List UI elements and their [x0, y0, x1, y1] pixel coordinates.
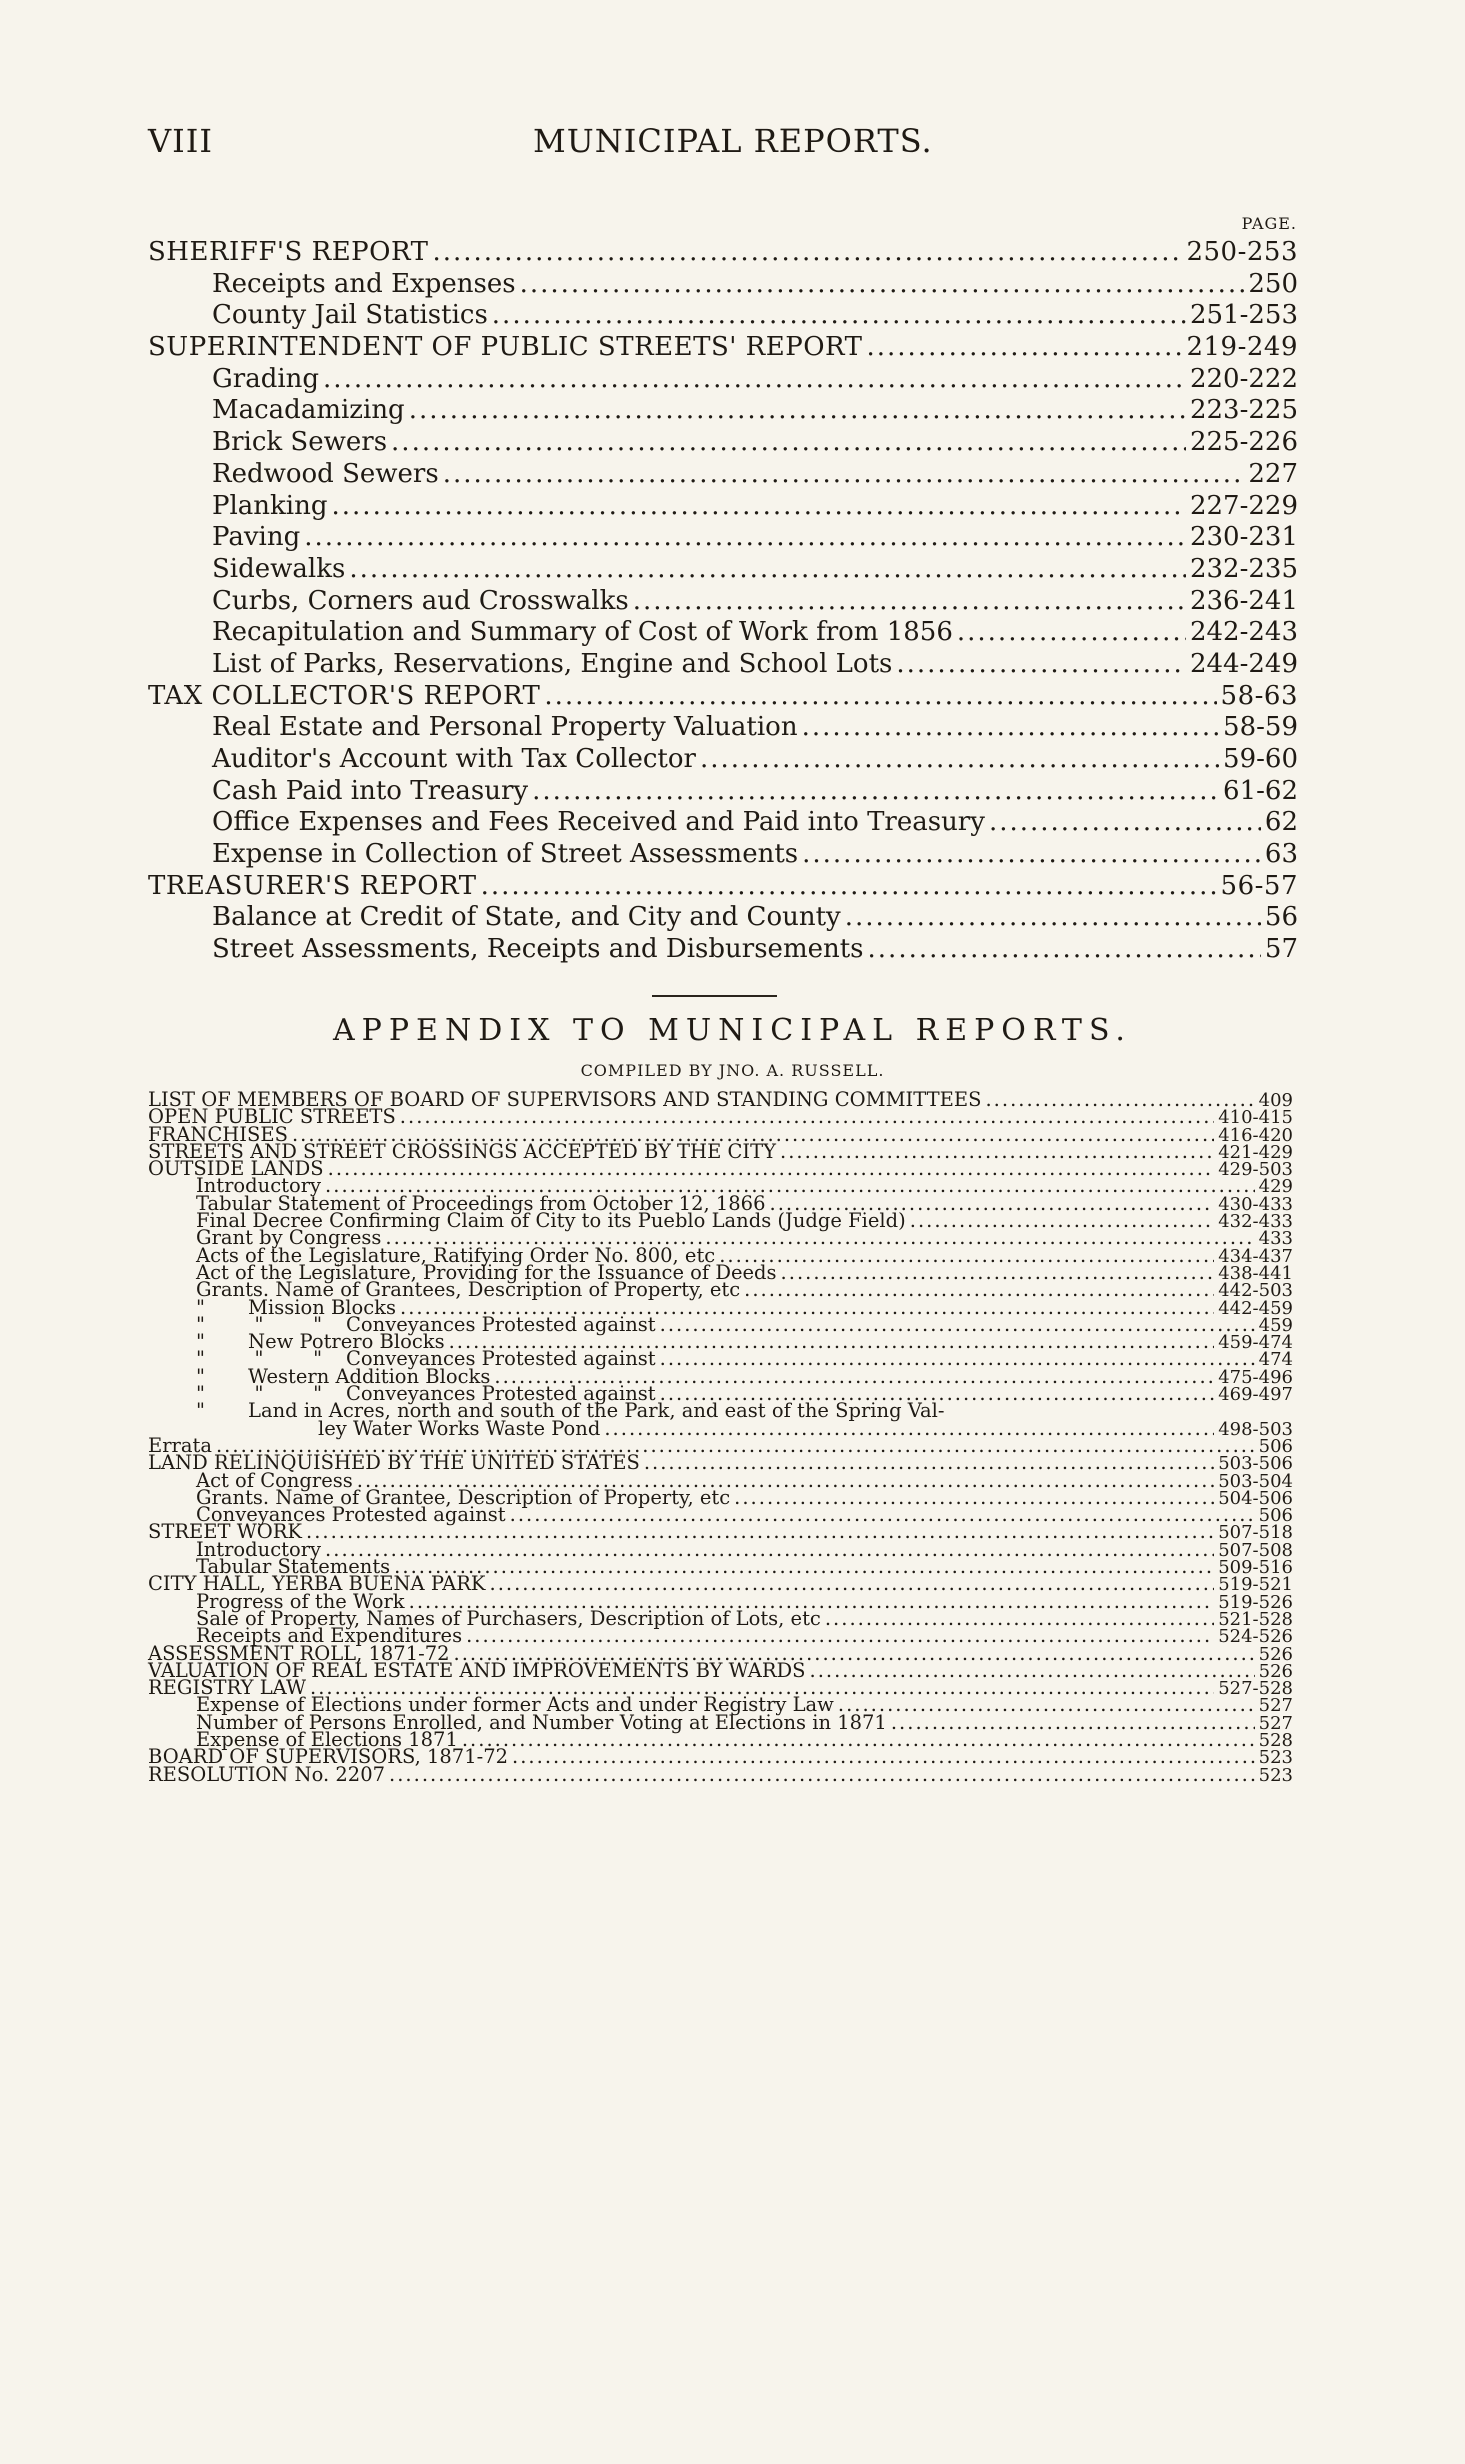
toc-entry [148, 1572, 1293, 1596]
dot-leader [443, 459, 1245, 489]
toc-entry-label [212, 522, 300, 552]
toc-entry-page: 251-253 [1189, 300, 1298, 331]
toc-entry-text: OUTSIDE LANDS [148, 1157, 324, 1181]
toc-entry-page: 62 [1264, 807, 1298, 838]
toc-entry-page: 230-231 [1189, 522, 1298, 553]
toc-entry-page: 409 [1258, 1090, 1293, 1111]
toc-entry-text: Street Assessments, Receipts and Disbursements [212, 934, 864, 965]
toc-entry [148, 617, 1298, 649]
toc-entry-page: 58-63 [1220, 680, 1298, 711]
toc-entry-page: 526 [1258, 1660, 1293, 1682]
ditto-mark: " [196, 1295, 205, 1319]
toc-entry-text: ASSESSMENT ROLL, 1871-72 [148, 1641, 450, 1665]
page-title: MUNICIPAL REPORTS. [533, 122, 933, 160]
toc-entry-text: Western Addition Blocks [248, 1364, 491, 1388]
toc-entry-text: RESOLUTION No. 2207 [148, 1762, 386, 1786]
toc-entry-page: 503-506 [1218, 1453, 1293, 1475]
toc-entry [148, 1468, 1293, 1492]
toc-entry-text: Grants. Name of Grantee, Description of Property, etc [196, 1485, 731, 1509]
toc-entry-label [212, 427, 387, 457]
toc-entry [148, 395, 1298, 427]
toc-entry [148, 1347, 1293, 1371]
toc-entry-page: 225-226 [1189, 427, 1298, 458]
toc-entry-text: Conveyances Protested against [346, 1347, 656, 1371]
toc-entry [148, 300, 1298, 332]
toc-entry [148, 1745, 1293, 1769]
toc-entry-text: Grants. Name of Grantees, Description of Property, etc [196, 1278, 741, 1302]
toc-entry [148, 586, 1298, 618]
toc-entry-page: 459-474 [1218, 1332, 1293, 1354]
dot-leader [492, 300, 1186, 330]
toc-entry-label [212, 649, 892, 679]
toc-entry-page: 519-526 [1218, 1591, 1293, 1613]
toc-entry [148, 491, 1298, 523]
toc-entry-text: Paving [212, 522, 301, 553]
toc-entry [148, 681, 1298, 713]
toc-entry [148, 1243, 1293, 1267]
toc-entry-text: Office Expenses and Fees Received and Paid into Treasury [212, 807, 985, 838]
toc-entry-page: 442-503 [1218, 1280, 1293, 1302]
toc-entry [148, 1330, 1293, 1354]
toc-entry [148, 1260, 1293, 1284]
toc-entry [148, 712, 1298, 744]
toc-entry [148, 1364, 1293, 1388]
toc-entry [148, 1658, 1293, 1682]
toc-entry-text: Recapitulation and Summary of Cost of Work from 1856 [212, 617, 953, 648]
toc-entry-label [212, 491, 328, 521]
toc-entry-text: New Potrero Blocks [248, 1330, 445, 1354]
toc-entry-text: Final Decree Confirming Claim of City to its Pueblo Lands (Judge Field) [196, 1209, 906, 1233]
toc-entry-page: 521-528 [1218, 1608, 1293, 1630]
toc-entry [148, 364, 1298, 396]
toc-entry-page: 61-62 [1223, 775, 1298, 806]
toc-entry-page: 506 [1258, 1505, 1293, 1527]
toc-entry-label [212, 712, 798, 742]
toc-entry [148, 1589, 1293, 1613]
toc-entry [148, 1139, 1293, 1163]
toc-entry [148, 902, 1298, 934]
toc-entry [148, 1676, 1293, 1700]
toc-entry [148, 332, 1298, 364]
toc-entry [148, 1624, 1293, 1648]
toc-entry-text: Redwood Sewers [212, 458, 439, 489]
section-divider [652, 995, 777, 997]
dot-leader [532, 776, 1219, 806]
ditto-mark: " " " [196, 1312, 323, 1336]
toc-entry-page: 242-243 [1189, 617, 1298, 648]
toc-entry-text: Tabular Statements [196, 1555, 391, 1579]
page-column-label: PAGE. [1241, 214, 1297, 233]
toc-entry-text: STREET WORK [148, 1520, 303, 1544]
toc-entry-text: Progress of the Work [196, 1589, 405, 1613]
dot-leader [544, 681, 1216, 711]
toc-entry-text: Tabular Statement of Proceedings from October 12, 1866 [196, 1191, 766, 1215]
toc-entry-text: Conveyances Protested against [346, 1382, 656, 1406]
toc-entry-label [212, 300, 488, 330]
toc-entry [148, 744, 1298, 776]
toc-entry-text: Real Estate and Personal Property Valuation [212, 712, 798, 743]
toc-entry [148, 1174, 1293, 1198]
toc-entry-label [212, 586, 629, 616]
dot-leader [304, 522, 1186, 552]
toc-entry-text: Sidewalks [212, 553, 346, 584]
dot-leader [409, 395, 1186, 425]
toc-entry-page: 421-429 [1218, 1141, 1293, 1163]
toc-entry-label [148, 871, 477, 901]
toc-entry-label [212, 776, 528, 806]
toc-entry-page: 430-433 [1218, 1193, 1293, 1215]
dot-leader [633, 586, 1186, 616]
toc-entry-text: ley Water Works Waste Pond [318, 1416, 601, 1440]
ditto-mark: " " " [196, 1382, 323, 1406]
toc-entry [148, 1485, 1293, 1509]
toc-entry-text: Receipts and Expenses [212, 268, 516, 299]
toc-entry-text: Cash Paid into Treasury [212, 775, 529, 806]
toc-entry-text: Macadamizing [212, 395, 405, 426]
toc-entry-page: 498-503 [1218, 1418, 1293, 1440]
compiled-by-line: COMPILED BY JNO. A. RUSSELL. [580, 1061, 885, 1080]
toc-entry-page: 523 [1258, 1764, 1293, 1786]
toc-entry-text: Acts of the Legislature, Ratifying Order No. 800, etc [196, 1243, 716, 1267]
toc-entry-page: 527 [1258, 1695, 1293, 1717]
toc-entry-page: 429 [1258, 1176, 1293, 1198]
toc-entry [148, 1520, 1293, 1544]
toc-entry-text: County Jail Statistics [212, 300, 488, 331]
toc-entry-page: 432-433 [1218, 1211, 1293, 1233]
ditto-mark: " " " [196, 1347, 323, 1371]
toc-entry-page: 250 [1248, 268, 1298, 299]
toc-entry [148, 269, 1298, 301]
toc-entry [148, 839, 1298, 871]
toc-entry [148, 554, 1298, 586]
toc-entry-page: 434-437 [1218, 1245, 1293, 1267]
dot-leader [481, 871, 1217, 901]
toc-entry [148, 1209, 1293, 1233]
toc-entry [148, 1416, 1293, 1440]
toc-entry [148, 1433, 1293, 1457]
toc-entry-label [212, 902, 841, 932]
ditto-mark: " [196, 1399, 205, 1423]
dot-leader [802, 712, 1219, 742]
toc-entry-text: OPEN PUBLIC STREETS [148, 1105, 396, 1129]
toc-entry-page: 527 [1258, 1712, 1293, 1734]
toc-entry-page: 509-516 [1218, 1557, 1293, 1579]
toc-entry-label [212, 395, 405, 425]
toc-entry-page: 442-459 [1218, 1297, 1293, 1319]
toc-entry-text: REGISTRY LAW [148, 1676, 306, 1700]
dot-leader [323, 364, 1186, 394]
dot-leader [867, 332, 1183, 362]
toc-entry-page: 523 [1258, 1747, 1293, 1769]
dot-leader [957, 617, 1186, 647]
toc-entry [148, 1122, 1293, 1146]
toc-entry-page: 58-59 [1223, 712, 1298, 743]
toc-entry [148, 1278, 1293, 1302]
toc-entry-page: 475-496 [1218, 1366, 1293, 1388]
page-number: VIII [148, 122, 214, 160]
toc-entry-page: 503-504 [1218, 1470, 1293, 1492]
toc-entry [148, 427, 1298, 459]
toc-entry-label [212, 364, 319, 394]
toc-entry [148, 1555, 1293, 1579]
toc-entry-page: 57 [1264, 934, 1298, 965]
ditto-mark: " [196, 1364, 205, 1388]
toc-entry-text: Introductory [196, 1537, 322, 1561]
toc-entry-label [212, 744, 696, 774]
toc-entry [148, 871, 1298, 903]
toc-entry-page: 519-521 [1218, 1574, 1293, 1596]
toc-entry-text: SHERIFF'S REPORT [148, 237, 429, 267]
dot-leader [700, 744, 1219, 774]
toc-entry [148, 1641, 1293, 1665]
toc-entry-label [212, 807, 985, 837]
dot-leader [989, 807, 1261, 837]
toc-entry [148, 1191, 1293, 1215]
toc-entry-label [148, 237, 428, 267]
dot-leader [432, 237, 1182, 267]
table-of-contents-appendix [148, 1088, 1293, 1786]
toc-entry [148, 1693, 1293, 1717]
toc-entry-text: LAND RELINQUISHED BY THE UNITED STATES [148, 1451, 640, 1475]
toc-entry-page: 507-508 [1218, 1539, 1293, 1561]
toc-entry-text: Sale of Property, Names of Purchasers, Description of Lots, etc [196, 1606, 821, 1630]
toc-entry-text: TREASURER'S REPORT [148, 870, 477, 901]
toc-entry-page: 227-229 [1189, 490, 1298, 521]
dot-leader [802, 839, 1261, 869]
toc-entry-page: 410-415 [1218, 1107, 1293, 1129]
table-of-contents-reports [148, 237, 1298, 966]
toc-entry-page: 232-235 [1189, 553, 1298, 584]
toc-entry [148, 1105, 1293, 1129]
toc-entry-label [148, 681, 540, 711]
toc-entry-text: Curbs, Corners aud Crosswalks [212, 585, 629, 616]
toc-entry [148, 522, 1298, 554]
toc-entry-text: Land in Acres, north and south of the Park, and east of the Spring Val- [248, 1399, 945, 1423]
toc-entry-text: Introductory [196, 1174, 322, 1198]
toc-entry-page: 227 [1248, 458, 1298, 489]
toc-entry [148, 1537, 1293, 1561]
toc-entry-text: Expense of Elections under former Acts and under Registry Law [196, 1693, 834, 1717]
toc-entry-label [148, 332, 863, 362]
toc-entry [148, 807, 1298, 839]
appendix-title: APPENDIX TO MUNICIPAL REPORTS. [333, 1013, 1132, 1048]
toc-entry [148, 1226, 1293, 1250]
toc-entry-page: 59-60 [1223, 744, 1298, 774]
toc-entry-text: FRANCHISES [148, 1122, 288, 1146]
toc-entry-label [212, 269, 516, 299]
dot-leader [868, 934, 1261, 964]
dot-leader [332, 491, 1186, 521]
toc-entry-label [212, 934, 864, 964]
dot-leader [896, 649, 1186, 679]
page-header [148, 122, 1256, 172]
toc-entry [148, 934, 1298, 966]
toc-entry-page: 250-253 [1186, 237, 1298, 267]
toc-entry-text: TAX COLLECTOR'S REPORT [148, 680, 541, 711]
toc-entry [148, 1727, 1293, 1751]
toc-entry-page: 236-241 [1189, 585, 1298, 616]
toc-entry-text: BOARD OF SUPERVISORS, 1871-72 [148, 1745, 509, 1769]
toc-entry-label [148, 1763, 385, 1786]
toc-entry-page: 527-528 [1218, 1678, 1293, 1700]
toc-entry-label [212, 839, 798, 869]
ditto-mark: " [196, 1330, 205, 1354]
toc-entry [148, 1157, 1293, 1181]
toc-entry-label [212, 459, 439, 489]
toc-entry-text: Conveyances Protested against [196, 1503, 506, 1527]
toc-entry [148, 237, 1298, 269]
toc-entry-text: Act of Congress [196, 1468, 353, 1492]
toc-entry-text: VALUATION OF REAL ESTATE AND IMPROVEMENTS BY WARDS [148, 1658, 806, 1682]
toc-entry-page: 506 [1258, 1435, 1293, 1457]
toc-entry-text: Receipts and Expenditures [196, 1624, 463, 1648]
toc-entry-text: Number of Persons Enrolled, and Number Voting at Elections in 1871 [196, 1710, 887, 1734]
toc-entry-page: 438-441 [1218, 1262, 1293, 1284]
dot-leader [389, 1763, 1255, 1786]
toc-entry [148, 459, 1298, 491]
dot-leader [845, 902, 1261, 932]
toc-entry-page: 469-497 [1218, 1384, 1293, 1406]
toc-entry [148, 1295, 1293, 1319]
toc-entry-text: STREETS AND STREET CROSSINGS ACCEPTED BY THE CITY [148, 1139, 776, 1163]
toc-entry [148, 1382, 1293, 1406]
toc-entry [148, 1312, 1293, 1336]
toc-entry [148, 1088, 1293, 1111]
dot-leader [391, 427, 1186, 457]
dot-leader [520, 269, 1245, 299]
toc-entry-text: Brick Sewers [212, 427, 388, 458]
toc-entry [148, 1503, 1293, 1527]
toc-entry-page: 524-526 [1218, 1626, 1293, 1648]
toc-entry-page: 526 [1258, 1643, 1293, 1665]
toc-entry-text: Mission Blocks [248, 1295, 397, 1319]
toc-entry-page: 63 [1264, 839, 1298, 870]
toc-entry-text: Errata [148, 1433, 212, 1457]
toc-entry-page: 507-518 [1218, 1522, 1293, 1544]
toc-entry-text: Grading [212, 363, 320, 394]
dot-leader [349, 554, 1186, 584]
toc-entry-page: 219-249 [1186, 332, 1298, 363]
toc-entry [148, 1710, 1293, 1734]
toc-entry-page: 528 [1258, 1729, 1293, 1751]
toc-entry-page: 429-503 [1218, 1159, 1293, 1181]
toc-entry-text: List of Parks, Reservations, Engine and School Lots [212, 648, 893, 679]
toc-entry-page: 56 [1264, 902, 1298, 933]
toc-entry-label [212, 554, 345, 584]
toc-entry-text: Balance at Credit of State, and City and County [212, 902, 841, 933]
toc-entry-text: CITY HALL, YERBA BUENA PARK [148, 1572, 486, 1596]
toc-entry-text: Grant by Congress [196, 1226, 382, 1250]
toc-entry-page: 433 [1258, 1228, 1293, 1250]
toc-entry-page: 223-225 [1189, 395, 1298, 426]
toc-entry-page: 56-57 [1220, 870, 1298, 901]
toc-entry-page: 220-222 [1189, 363, 1298, 394]
toc-entry-text: Auditor's Account with Tax Collector [212, 744, 696, 774]
toc-entry [148, 649, 1298, 681]
toc-entry-page: 244-249 [1189, 648, 1298, 679]
toc-entry-page: 416-420 [1218, 1124, 1293, 1146]
toc-entry-text: Planking [212, 490, 328, 521]
toc-entry-text: Expense in Collection of Street Assessments [212, 839, 799, 870]
toc-entry [148, 776, 1298, 808]
toc-entry-label [212, 617, 953, 647]
toc-entry-text: SUPERINTENDENT OF PUBLIC STREETS' REPORT [148, 332, 863, 363]
toc-entry-text: Conveyances Protested against [346, 1312, 656, 1336]
toc-entry-text: Act of the Legislature, Providing for the Issuance of Deeds [196, 1260, 777, 1284]
toc-entry-text: Expense of Elections 1871 [196, 1727, 458, 1751]
toc-entry [148, 1451, 1293, 1475]
toc-entry [148, 1762, 1293, 1786]
toc-entry [148, 1606, 1293, 1630]
toc-entry-page: 504-506 [1218, 1487, 1293, 1509]
toc-entry-page: 459 [1258, 1314, 1293, 1336]
toc-entry-text: LIST OF MEMBERS OF BOARD OF SUPERVISORS AND STANDING COMMITTEES [148, 1088, 982, 1111]
toc-entry-page: 474 [1258, 1349, 1293, 1371]
